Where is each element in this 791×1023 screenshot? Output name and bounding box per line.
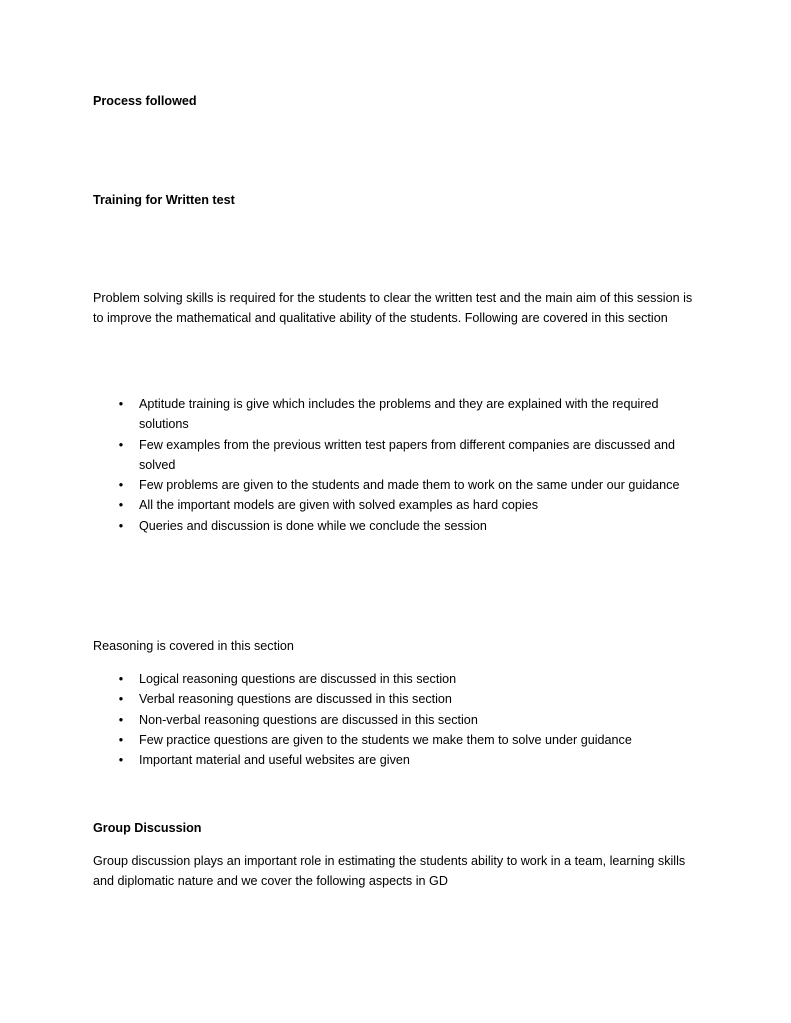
list-item-text: Verbal reasoning questions are discussed in this section — [139, 692, 452, 707]
list-item — [93, 435, 693, 476]
list-item — [93, 516, 693, 536]
document-page — [93, 0, 693, 1023]
bullet-icon: • — [118, 692, 124, 707]
list-item-text: Non-verbal reasoning questions are discussed in this section — [139, 712, 478, 727]
bullet-icon: • — [118, 732, 124, 747]
list-item-text: Important material and useful websites are given — [139, 753, 410, 768]
list-item-text: Aptitude training is give which includes the problems and they are explained with the required solutions — [139, 397, 659, 432]
list-item-text: Few practice questions are given to the students we make them to solve under guidance — [139, 732, 632, 747]
list-item-text: Few problems are given to the students and made them to work on the same under our guidance — [139, 478, 680, 493]
list-item — [93, 475, 693, 495]
list-item-text: Few examples from the previous written test papers from different companies are discussed and solved — [139, 437, 675, 472]
heading-group-discussion: Group Discussion — [93, 821, 202, 835]
bullet-icon: • — [118, 672, 124, 686]
bullet-icon: • — [118, 437, 124, 452]
list-item — [93, 689, 693, 709]
heading-process-followed: Process followed — [93, 94, 197, 108]
list-item — [93, 495, 693, 515]
bullet-icon: • — [118, 498, 124, 513]
list-item — [93, 710, 693, 730]
heading-training-written-test: Training for Written test — [93, 193, 235, 207]
bullet-icon: • — [118, 753, 124, 768]
bullet-icon: • — [118, 518, 124, 533]
list-item-text: Queries and discussion is done while we conclude the session — [139, 518, 487, 533]
list-item-text: Logical reasoning questions are discussed in this section — [139, 672, 457, 686]
list-reasoning-topics — [93, 669, 693, 770]
bullet-icon: • — [118, 397, 124, 411]
list-item-text: All the important models are given with solved examples as hard copies — [139, 498, 539, 513]
paragraph-group-discussion: Group discussion plays an important role in estimating the students ability to work in a team, learning skills and diplomatic nature and we cover the following aspects in GD — [93, 854, 686, 888]
bullet-icon: • — [118, 478, 124, 493]
bullet-icon: • — [118, 712, 124, 727]
list-item — [93, 669, 693, 689]
paragraph-problem-solving: Problem solving skills is required for the students to clear the written test and the main aim of this session is to improve the mathematical and qualitative ability of the students. Following are covered in this section — [93, 291, 693, 325]
list-item — [93, 730, 693, 750]
list-written-test-topics — [93, 394, 693, 536]
paragraph-reasoning: Reasoning is covered in this section — [93, 639, 294, 653]
list-item — [93, 394, 693, 435]
list-item — [93, 750, 693, 770]
